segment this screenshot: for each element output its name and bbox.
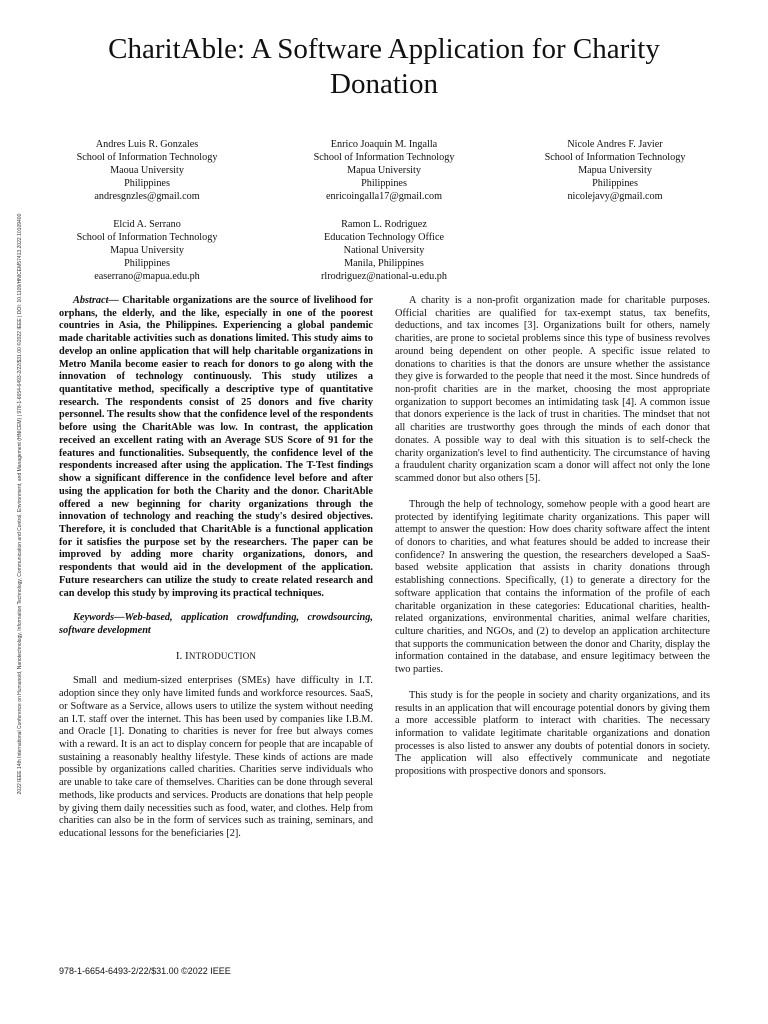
author-dept: School of Information Technology bbox=[76, 231, 218, 243]
paper-title: CharitAble: A Software Application for Charity Donation bbox=[108, 33, 660, 100]
section-title-rest: NTRODUCTION bbox=[188, 650, 257, 661]
author-org: Mapua University bbox=[347, 164, 421, 176]
section-title-first: I bbox=[185, 649, 189, 662]
author-location: Manila, Philippines bbox=[344, 257, 424, 269]
author-email: easerrano@mapua.edu.ph bbox=[94, 270, 200, 282]
author-email: nicolejavy@gmail.com bbox=[567, 190, 663, 202]
author-org: National University bbox=[343, 244, 425, 256]
author-org: Mapua University bbox=[110, 244, 184, 256]
author-location: Philippines bbox=[124, 257, 170, 269]
author-org: Maoua University bbox=[110, 164, 184, 176]
body-paragraph: Small and medium-sized enterprises (SMEs) have difficulty in I.T. adoption since they only have limited funds and workforce resources. SaaS, or Software as a Service, allows users to utilize the system without needing an I.T. staff over the internet. This has been used by companies like I.B.M. and Oracle [1]. Donating to charities is never for free but always comes with a reward. It is an act to display concern for people that are incapable of sustaining a reasonably healthy lifestyle. These kinds of actions are made possible by organizations called charities. Charities serve individuals who are unable to take care of themselves. Charities can be done through several methods, like products and services. Products are donations that help people by giving them daily necessities such as food, water, and clothes. Help from charities can also be in the form of services such as training, seminars, and educational lessons for the beneficiaries [2]. bbox=[59, 675, 373, 840]
keywords: Keywords—Web-based, application crowdfunding, crowdsourcing, software development bbox=[59, 612, 373, 636]
author-email: rlrodriguez@national-u.edu.ph bbox=[321, 270, 447, 282]
author-block bbox=[37, 219, 257, 284]
body-paragraph: This study is for the people in society and charity organizations, and its results in an application that will encourage potential donors by giving them a more accessible platform to interact with charities. The necessary information to validate legitimate charitable organizations and donation processes is also listed to answer any doubts of potential donors in society. The application will also effectively communicate and negotiate propositions with prospective donors and sponsors. bbox=[395, 689, 710, 778]
author-email: enricoingalla17@gmail.com bbox=[325, 190, 443, 202]
author-location: Philippines bbox=[361, 177, 407, 189]
author-name: Ramon L. Rodriguez bbox=[341, 219, 427, 230]
author-dept: School of Information Technology bbox=[76, 151, 218, 163]
author-block bbox=[274, 219, 494, 284]
author-org: Mapua University bbox=[578, 164, 652, 176]
author-name: Andres Luis R. Gonzales bbox=[95, 139, 199, 150]
abstract-label: Abstract— bbox=[73, 295, 119, 306]
author-location: Philippines bbox=[592, 177, 638, 189]
author-dept: School of Information Technology bbox=[544, 151, 686, 163]
section-heading bbox=[59, 650, 373, 663]
body-paragraph: A charity is a non-profit organization made for charitable purposes. Official charities are qualified for tax-exempt status, tax benefits, deductions, and tax incomes [3]. Organizations built for others, namely charities, are prone to societal problems since this type of business revolves around being dependent on other people. A specific issue related to donations to charities is that the donors are unsure whether the assistance they give is forwarded to the people that need it the most. Since hundreds of non-profit charities are in the market, choosing the most appropriate organization to support becomes an intimidating task [4]. A common issue that donors experience is the lack of trust in charities. The mindset that not all charities are trustworthy goes through the minds of each donor that donates. A possible way to deal with this situation is to self-check the charity organization's level to find authenticity. The circumstance of having a fraudulent charity organization scam a donor will affect not only the lone scammed donor but also others [5]. bbox=[395, 295, 710, 485]
author-dept: School of Information Technology bbox=[313, 151, 455, 163]
conference-sidebar-text: 2022 IEEE 14th International Conference on Humanoid, Nanotechnology, Information Technology, Communication and Control, Environment, and Management (HNICEM) | 978-1-6654-6493-2/22/$31.00 ©2022 IEEE | DOI: 10.1109/HNICEM57413.2022.10109400 bbox=[17, 213, 23, 795]
conference-sidebar bbox=[13, 184, 27, 824]
author-name: Nicole Andres F. Javier bbox=[567, 139, 663, 150]
copyright-footer: 978-1-6654-6493-2/22/$31.00 ©2022 IEEE bbox=[59, 966, 231, 976]
author-name: Elcid A. Serrano bbox=[113, 219, 181, 230]
author-block bbox=[37, 139, 257, 204]
abstract-text: Charitable organizations are the source of livelihood for orphans, the elderly, and the like, especially in one of the poorest countries in Asia, the Philippines. Experiencing a global pandemic made charitable activities such as donations limited. This study aims to develop an online application that will help charitable organizations in Metro Manila become easier to reach for donors to go along with the innovation of technology continuously. This study utilizes a quantitative method, specifically a descriptive type of quantitative research. The respondents consist of 25 donors and five charity personnel. The results show that the confidence level of the respondents before using the CharitAble was low. In contrast, the application received an excellent rating with an Average SUS Score of 91 for the features and functionalities. Subsequently, the confidence level of the respondents increased after using the application. The T-Test findings show a significant difference in the confidence level before and after using the application for both the Charity and the donor. CharitAble offered a new beginning for charity organizations through the innovation of technology and reaching the study's desired objectives. Therefore, it is concluded that CharitAble is a functional application for it satisfies the purpose set by the researchers. The paper can be improved by adding more charity organizations, donors, and respondents that would aid in the development of the application. Future researchers can utilize the study to create related research and can develop this study by improving its practical techniques. bbox=[59, 295, 373, 599]
section-number: I. bbox=[175, 649, 183, 662]
author-email: andresgnzles@gmail.com bbox=[94, 190, 200, 202]
body-paragraph: Through the help of technology, somehow people with a good heart are protected by identifying legitimate charity organizations. This paper will attempt to answer the question: How does charity software affect the intent of donors to charities, and what features should be added to increase their confidence? In answering the question, the researchers developed a SaaS-based website application that assists in charity donations through establishing connections. Specifically, (1) to generate a directory for the software application that contains the information of the profile of each charitable organization in these categories: Educational charities, health-related organizations, environmental charities, animal welfare charities, culture charities, and NGOs, and (2) to develop an application architecture that supports the communication between the donor and Charity, display the information contained in the database, and ensure legitimacy between the two parties. bbox=[395, 498, 710, 676]
author-block bbox=[274, 139, 494, 204]
abstract bbox=[59, 295, 373, 600]
left-column bbox=[59, 295, 373, 841]
author-dept: Education Technology Office bbox=[324, 231, 444, 243]
author-name: Enrico Joaquin M. Ingalla bbox=[330, 139, 438, 150]
author-location: Philippines bbox=[124, 177, 170, 189]
right-column bbox=[395, 295, 710, 779]
author-block bbox=[505, 139, 725, 204]
